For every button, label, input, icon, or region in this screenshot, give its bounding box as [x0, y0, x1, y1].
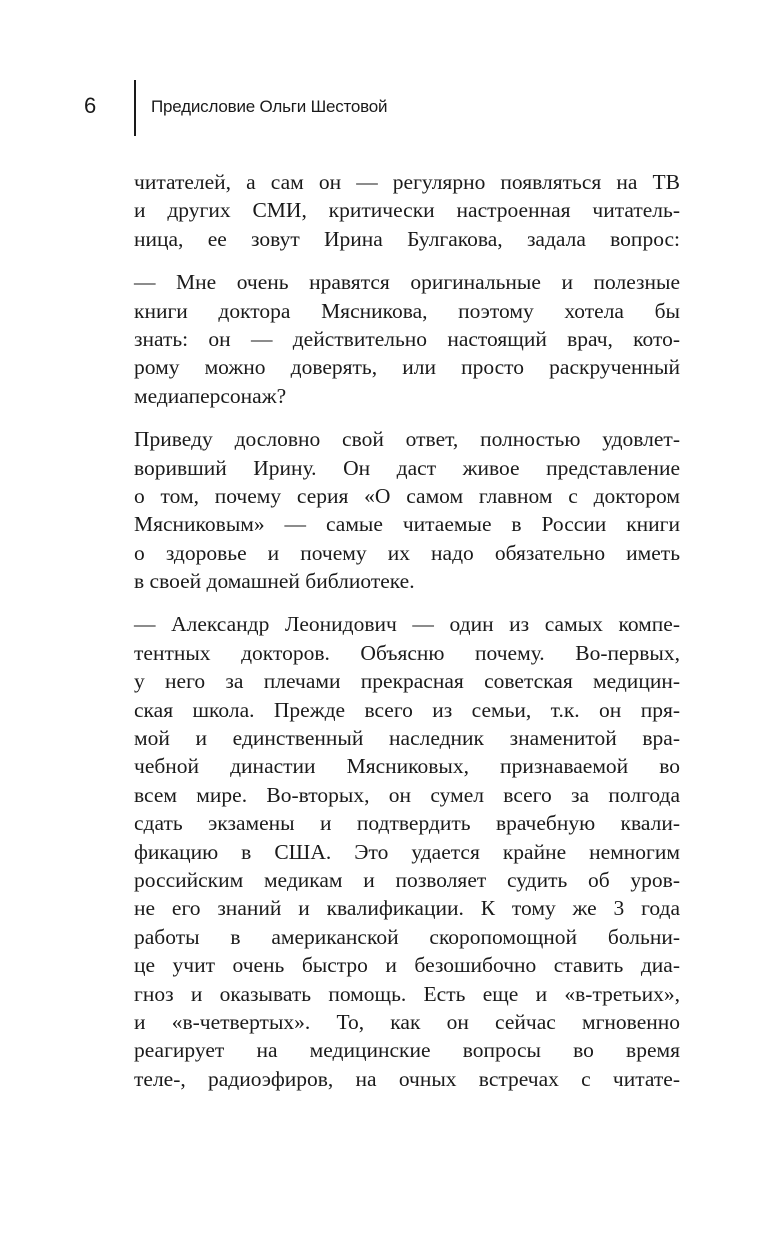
page-number: 6 [84, 93, 97, 118]
text-line: Мясниковым» — самые читаемые в России книги [134, 512, 680, 537]
text-line: книги доктора Мясникова, поэтому хотела бы [134, 298, 680, 323]
text-line: реагирует на медицинские вопросы во время [134, 1038, 680, 1063]
text-line: и других СМИ, критически настроенная читатель- [134, 198, 680, 223]
text-line: всем мире. Во-вторых, он сумел всего за полгода [134, 782, 680, 807]
text-line: це учит очень быстро и безошибочно ставить диа- [134, 953, 680, 978]
text-line: гноз и оказывать помощь. Есть еще и «в-третьих», [134, 981, 680, 1006]
text-line: ская школа. Прежде всего из семьи, т.к. он пря- [134, 697, 680, 722]
text-line: Приведу дословно свой ответ, полностью удовлет- [134, 427, 680, 452]
text-line: у него за плечами прекрасная советская медицин- [134, 669, 680, 694]
page-header [0, 80, 768, 136]
paragraph-2 [134, 268, 680, 410]
text-line: фикацию в США. Это удается крайне немногим [134, 839, 680, 864]
paragraph-4 [134, 610, 680, 1093]
text-line: рому можно доверять, или просто раскрученный [134, 355, 680, 380]
paragraph-1 [134, 168, 680, 253]
text-line: о том, почему серия «О самом главном с доктором [134, 483, 680, 508]
text-line: в своей домашней библиотеке. [134, 569, 415, 594]
running-title: Предисловие Ольги Шестовой [151, 97, 388, 116]
header-divider [134, 80, 136, 136]
paragraph-3 [134, 425, 680, 595]
text-line: — Александр Леонидович — один из самых компе- [134, 612, 680, 637]
text-line: медиаперсонаж? [134, 383, 287, 408]
text-line: знать: он — действительно настоящий врач, кото- [134, 326, 680, 351]
text-line: не его знаний и квалификации. К тому же 3 года [134, 896, 680, 921]
text-line: работы в американской скоропомощной больни- [134, 924, 680, 949]
text-line: чебной династии Мясниковых, признаваемой во [134, 754, 680, 779]
text-line: — Мне очень нравятся оригинальные и полезные [134, 270, 680, 295]
text-line: сдать экзамены и подтвердить врачебную квали- [134, 811, 680, 836]
text-line: теле-, радиоэфиров, на очных встречах с читате- [134, 1066, 680, 1091]
text-line: мой и единственный наследник знаменитой вра- [134, 726, 680, 751]
text-line: и «в-четвертых». То, как он сейчас мгновенно [134, 1009, 680, 1034]
text-line: читателей, а сам он — регулярно появляться на ТВ [134, 170, 680, 194]
text-line: о здоровье и почему их надо обязательно иметь [134, 540, 680, 565]
text-line: воривший Ирину. Он даст живое представление [134, 455, 680, 480]
text-line: российским медикам и позволяет судить об уров- [134, 867, 680, 892]
text-line: ница, ее зовут Ирина Булгакова, задала вопрос: [134, 226, 680, 251]
body-text [134, 168, 680, 1108]
text-line: тентных докторов. Объясню почему. Во-первых, [134, 640, 680, 665]
